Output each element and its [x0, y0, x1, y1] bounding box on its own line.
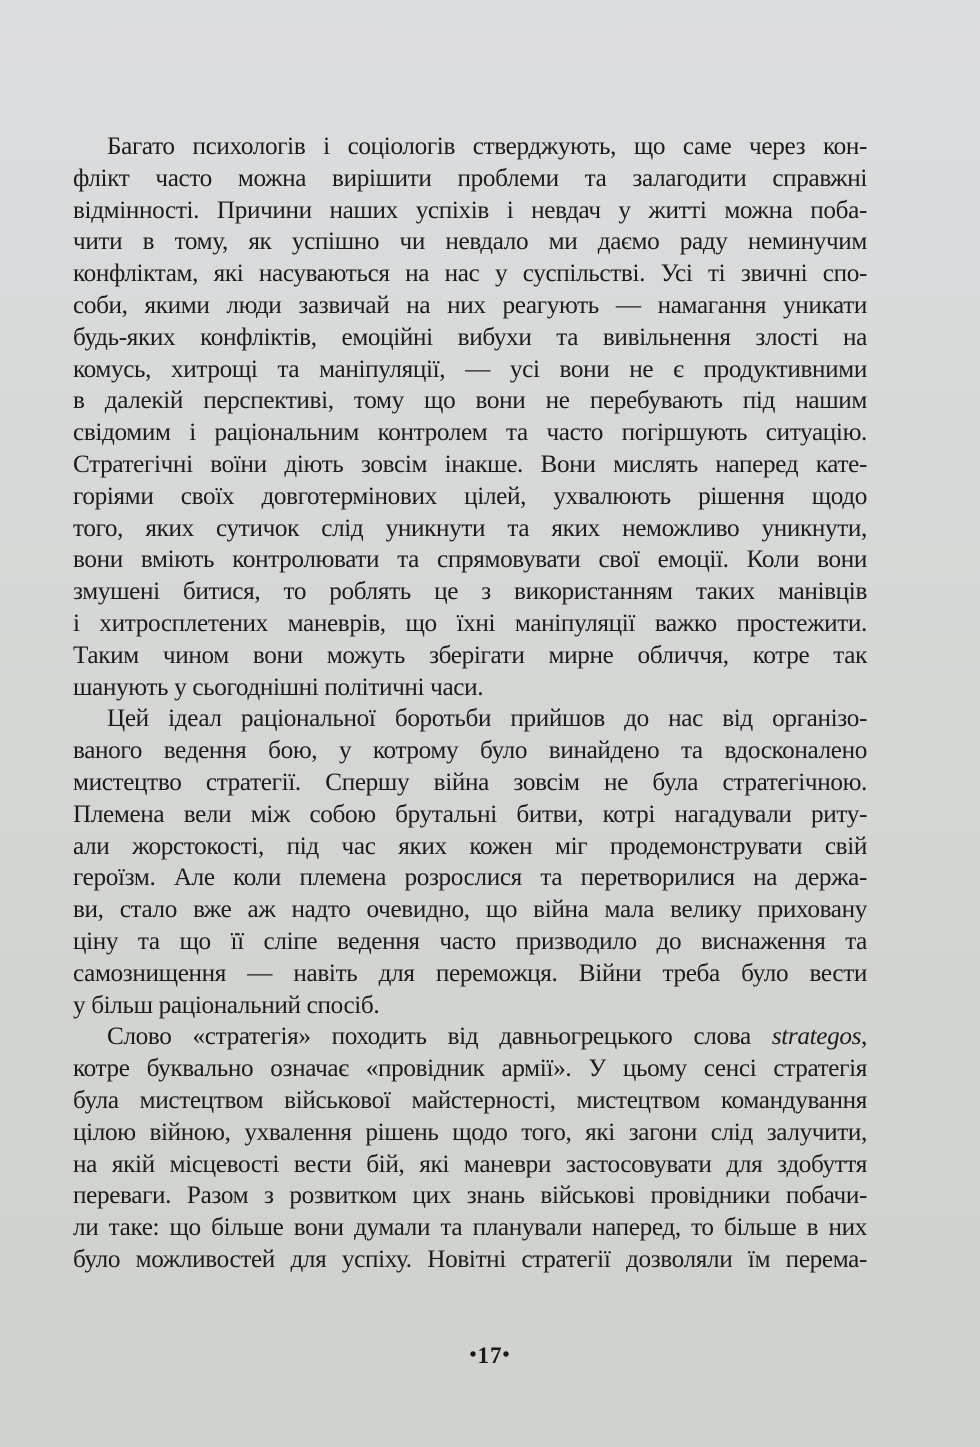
text-line: свідомим і раціональним контролем та часто погіршують ситуацію. — [73, 419, 867, 447]
text-line: ви, стало вже аж надто очевидно, що війна мала велику приховану — [73, 896, 867, 924]
text-line: котре буквально означає «провідник армії». У цьому сенсі стратегія — [73, 1055, 867, 1083]
text-line — [73, 1021, 867, 1053]
paragraph-1 — [73, 131, 867, 703]
text-line: переваги. Разом з розвитком цих знань військові провідники побачи- — [73, 1182, 867, 1210]
text-segment: , — [861, 1023, 867, 1051]
text-segment: Слово «стратегія» походить від давньогрецького слова — [107, 1023, 772, 1051]
text-line: і хитросплетених маневрів, що їхні маніпуляції важко простежити. — [73, 609, 867, 637]
paragraph-3 — [73, 1021, 867, 1275]
text-line: ціну та що її сліпе ведення часто призводило до виснаження та — [73, 927, 867, 955]
text-line: в далекій перспективі, тому що вони не перебувають під нашим — [73, 387, 867, 415]
page-number-value: 17 — [477, 1343, 503, 1368]
page-body — [73, 131, 867, 1276]
text-line: комусь, хитрощі та маніпуляції, — усі вони не є продуктивними — [73, 355, 867, 383]
text-line: була мистецтвом військової майстерності, мистецтвом командування — [73, 1086, 867, 1114]
text-line: Племена вели між собою брутальні битви, котрі нагадували риту- — [73, 800, 867, 828]
text-line: того, яких сутичок слід уникнути та яких неможливо уникнути, — [73, 514, 867, 542]
text-line: Таким чином вони можуть зберігати мирне обличчя, котре так — [73, 641, 867, 669]
text-line: на якій місцевості вести бій, які маневри застосовувати для здобуття — [73, 1150, 867, 1178]
text-line: чити в тому, як успішно чи невдало ми даємо раду неминучим — [73, 228, 867, 256]
text-line: конфліктам, які насуваються на нас у суспільстві. Усі ті звичні спо- — [73, 260, 867, 288]
bullet-icon: • — [469, 1344, 478, 1366]
text-line: Багато психологів і соціологів стверджують, що саме через кон- — [107, 133, 867, 160]
text-line: ваного ведення бою, у котрому було винайдено та вдосконалено — [73, 737, 867, 765]
text-line: у більш раціональний спосіб. — [73, 991, 380, 1019]
text-line: али жорстокості, під час яких кожен міг продемонструвати свій — [73, 832, 867, 860]
text-line: ли таке: що більше вони думали та планували наперед, то більше в них — [73, 1214, 867, 1242]
text-line: вони вміють контролювати та спрямовувати свої емоції. Коли вони — [73, 546, 867, 574]
italic-term: strategos — [771, 1023, 862, 1051]
text-line: було можливостей для успіху. Новітні стратегії дозволяли їм перема- — [73, 1245, 867, 1273]
text-line: змушені битися, то роблять це з використанням таких манівців — [73, 578, 867, 606]
text-line: Стратегічні воїни діють зовсім інакше. Вони мислять наперед кате- — [73, 450, 867, 478]
page-number — [0, 1343, 980, 1369]
text-line: будь-яких конфліктів, емоційні вибухи та вивільнення злості на — [73, 323, 867, 351]
text-line: мистецтво стратегії. Спершу війна зовсім не була стратегічною. — [73, 768, 867, 796]
text-line: самознищення — навіть для переможця. Війни треба було вести — [73, 959, 867, 987]
text-line: соби, якими люди зазвичай на них реагують — намагання уникати — [73, 291, 867, 319]
text-line: горіями своїх довготермінових цілей, ухвалюють рішення щодо — [73, 482, 867, 510]
text-line: відмінності. Причини наших успіхів і невдач у житті можна поба- — [73, 196, 867, 224]
text-line: флікт часто можна вирішити проблеми та залагодити справжні — [73, 164, 867, 192]
text-line: героїзм. Але коли племена розрослися та перетворилися на держа- — [73, 864, 867, 892]
bullet-icon: • — [502, 1344, 511, 1366]
text-line: цілою війною, ухвалення рішень щодо того, які загони слід залучити, — [73, 1118, 867, 1146]
paragraph-2 — [73, 703, 867, 1021]
text-line: Цей ідеал раціональної боротьби прийшов до нас від організо- — [107, 705, 867, 733]
text-line: шанують у сьогоднішні політичні часи. — [73, 673, 484, 701]
